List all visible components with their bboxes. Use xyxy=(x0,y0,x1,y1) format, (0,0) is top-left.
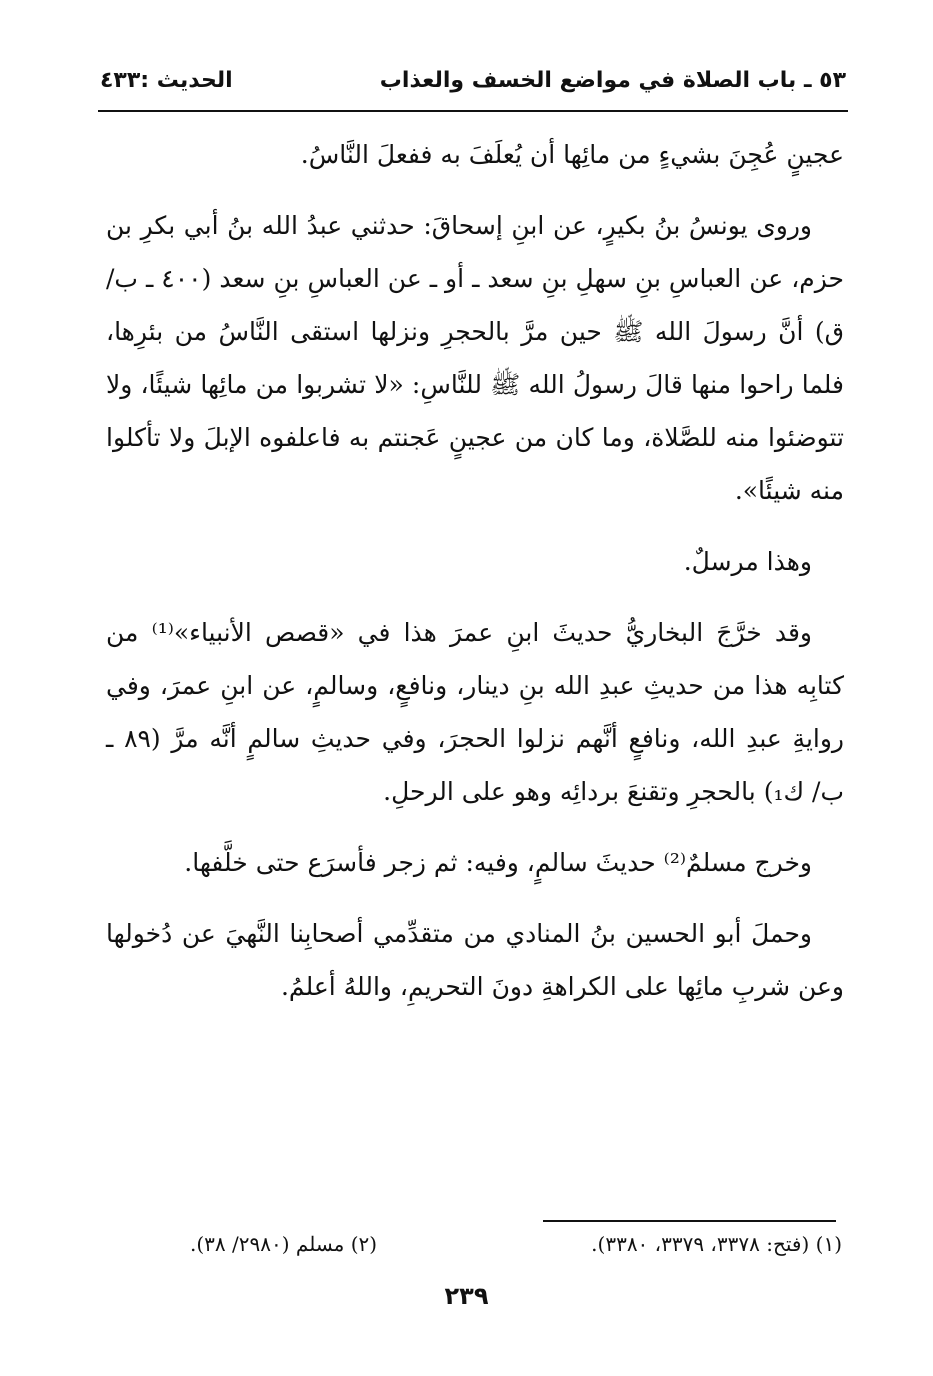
footnotes xyxy=(190,1232,842,1266)
paragraph-continuation: عجينٍ عُجِنَ بشيءٍ من مائِها أن يُعلَفَ به ففعلَ النَّاسُ. xyxy=(300,140,844,169)
paragraph-narration: وروى يونسُ بنُ بكيرٍ، عن ابنِ إسحاقَ: حدثني عبدُ الله بنُ أبي بكرِ بن حزم، عن العباسِ بنِ سهلِ بنِ سعد ـ أو ـ عن العباسِ بنِ سعد (٤٠٠ ـ ب/ ق) أنَّ رسولَ الله ﷺ حين مرَّ بالحجرِ ونزلها استقى النَّاسُ من بئرِها، فلما راحوا منها قالَ رسولُ الله ﷺ للنَّاسِ: «لا تشربوا من مائِها شيئًا، ولا تتوضئوا منه للصَّلاة، وما كان من عجينٍ عَجنتم به فاعلفوه الإبلَ ولا تأكلوا منه شيئًا». xyxy=(106,211,844,505)
footnote-divider xyxy=(543,1220,836,1222)
paragraph-ruling: وحملَ أبو الحسين بنُ المنادي من متقدِّمي أصحابِنا النَّهيَ عن دُخولها وعن شربِ مائِها على الكراهةِ دونَ التحريمِ، واللهُ أعلمُ. xyxy=(106,919,844,1001)
footnote-1: (١) (فتح: ٣٣٧٨، ٣٣٧٩، ٣٣٨٠). xyxy=(591,1232,842,1256)
footnote-2: (٢) مسلم (٢٩٨٠/ ٣٨). xyxy=(190,1232,378,1256)
page-number: ٢٣٩ xyxy=(444,1282,489,1310)
paragraph-muslim: وخرج مسلمٌ⁽²⁾ حديثَ سالمٍ، وفيه: ثم زجر فأسرَع حتى خلَّفها. xyxy=(184,848,812,877)
running-header xyxy=(100,66,846,102)
paragraph-bukhari: وقد خرَّجَ البخاريُّ حديثَ ابنِ عمرَ هذا في «قصص الأنبياء»⁽¹⁾ من كتابِه هذا من حديثِ عبدِ الله بنِ دينار، ونافعٍ، وسالمٍ، عن ابنِ عمرَ، وفي روايةِ عبدِ الله، ونافعٍ أنَّهم نزلوا الحجرَ، وفي حديثِ سالمٍ أنَّه مرَّ (٨٩ ـ ب/ ك₁) بالحجرِ وتقنعَ بردائِه وهو على الرحلِ. xyxy=(106,618,844,806)
header-divider xyxy=(98,110,848,112)
chapter-title: ٥٣ ـ باب الصلاة في مواضع الخسف والعذاب xyxy=(379,68,846,93)
paragraph-mursal-note: وهذا مرسلٌ. xyxy=(683,547,812,576)
hadith-number-label: الحديث :٤٣٣ xyxy=(100,68,233,93)
main-text xyxy=(106,128,844,1031)
